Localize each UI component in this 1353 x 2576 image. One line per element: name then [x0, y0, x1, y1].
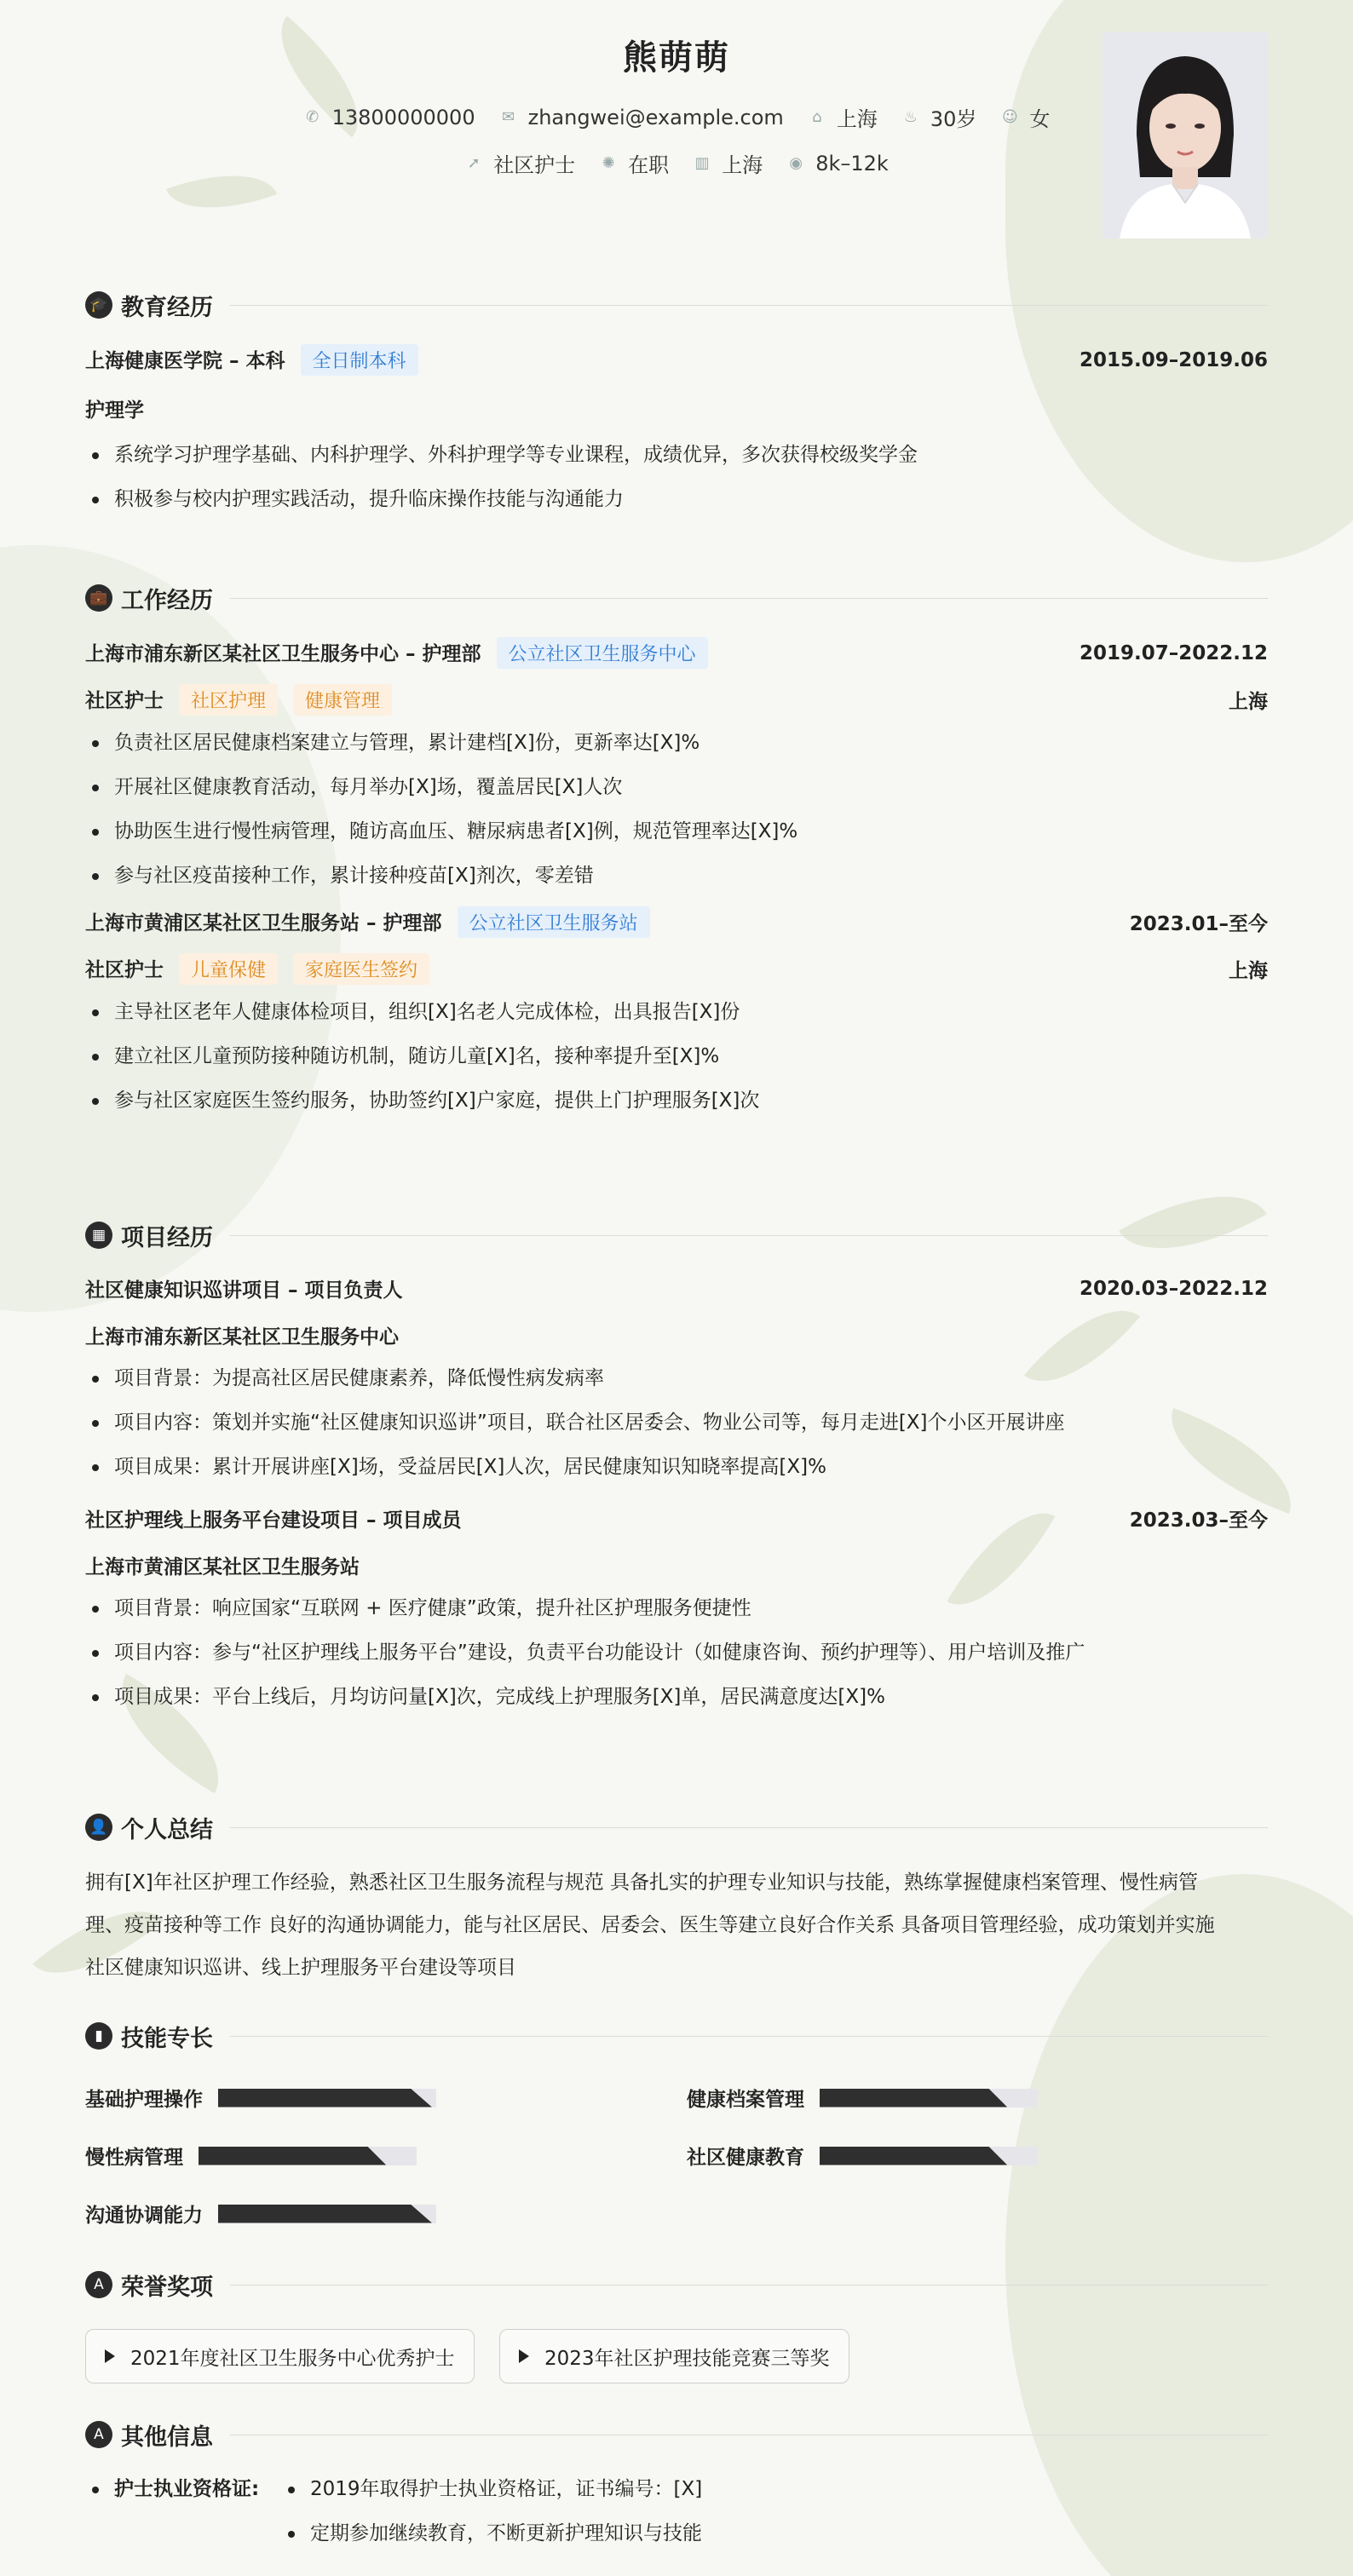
home-icon: ⌂	[812, 108, 822, 126]
job-org-tag: 公立社区卫生服务中心	[497, 637, 708, 669]
briefcase-icon: 💼	[85, 584, 112, 612]
phone-item	[303, 102, 475, 132]
list-item: 参与社区家庭医生签约服务，协助签约[X]户家庭，提供上门护理服务[X]次	[85, 1078, 1268, 1123]
projects-header	[85, 1218, 1268, 1252]
building-icon: ▥	[694, 154, 710, 172]
graduation-cap-icon: 🎓	[85, 291, 112, 319]
summary-header	[85, 1810, 1268, 1844]
list-item: 主导社区老年人健康体检项目，组织[X]名老人完成体检，出具报告[X]份	[85, 990, 1268, 1034]
job-bullets	[85, 721, 1268, 898]
email-item	[499, 102, 784, 132]
project-entry	[85, 1504, 1268, 1719]
skill-name: 社区健康教育	[687, 2147, 804, 2169]
project-name: 社区护理线上服务平台建设项目 – 项目成员	[85, 1509, 462, 1532]
list-item: 协助医生进行慢性病管理，随访高血压、糖尿病患者[X]例，规范管理率达[X]%	[85, 809, 1268, 854]
coin-icon: ◉	[789, 154, 803, 172]
section-divider	[230, 1235, 1268, 1236]
other-title: 其他信息	[121, 2424, 213, 2451]
list-item: 项目内容：参与“社区护理线上服务平台”建设，负责平台功能设计（如健康咨询、预约护理等）、用户培训及推广	[85, 1630, 1268, 1675]
list-item: 项目成果：累计开展讲座[X]场，受益居民[X]人次，居民健康知识知晓率提高[X]%	[85, 1445, 1268, 1489]
skill-bar-fill	[199, 2147, 386, 2165]
job-org: 上海市黄浦区某社区卫生服务站 – 护理部	[85, 912, 442, 934]
job-org: 上海市浦东新区某社区卫生服务中心 – 护理部	[85, 643, 481, 665]
awards-title: 荣誉奖项	[121, 2274, 213, 2301]
education-bullets	[85, 433, 1268, 521]
skills-header	[85, 2019, 1268, 2053]
list-item: 定期参加继续教育，不断更新护理知识与技能	[281, 2511, 702, 2556]
status-icon: ✺	[602, 154, 615, 172]
list-item: 积极参与校内护理实践活动，提升临床操作技能与沟通能力	[85, 477, 1268, 521]
job-text: 社区护士	[493, 153, 576, 177]
candidate-name: 熊萌萌	[623, 38, 730, 78]
skill-item	[85, 2084, 436, 2112]
other-content	[85, 2467, 1268, 2556]
projects-section	[85, 1218, 1268, 1719]
skills-title: 技能专长	[121, 2025, 213, 2052]
skill-bar-fill	[820, 2147, 1007, 2165]
job-bullets	[85, 990, 1268, 1123]
salary-text: 8k–12k	[815, 151, 889, 175]
skill-bar	[820, 2147, 1038, 2165]
list-item: 项目背景：响应国家“互联网 + 医疗健康”政策，提升社区护理服务便捷性	[85, 1586, 1268, 1630]
education-title: 教育经历	[121, 294, 213, 321]
job-date: 2023.01–至今	[1129, 913, 1268, 935]
status-text: 在职	[628, 153, 670, 177]
school-name: 上海健康医学院 – 本科	[85, 350, 285, 372]
job-role: 社区护士	[85, 959, 164, 981]
section-divider	[230, 2036, 1268, 2037]
project-date: 2023.03–至今	[1129, 1509, 1268, 1532]
job-city: 上海	[1229, 691, 1268, 713]
skill-name: 基础护理操作	[85, 2089, 203, 2111]
education-tag: 全日制本科	[301, 344, 418, 376]
list-item: 项目成果：平台上线后，月均访问量[X]次，完成线上护理服务[X]单，居民满意度达[X]%	[85, 1675, 1268, 1719]
awards-section	[85, 2268, 1268, 2395]
age-item	[901, 102, 977, 132]
major-row	[85, 394, 1268, 423]
job-entry	[85, 906, 1268, 1123]
grid-icon: ▦	[85, 1222, 112, 1249]
user-icon: 👤	[85, 1814, 112, 1841]
skill-name: 慢性病管理	[85, 2147, 183, 2169]
gender-item	[1000, 102, 1050, 132]
list-item: 开展社区健康教育活动，每月举办[X]场，覆盖居民[X]人次	[85, 765, 1268, 809]
skill-item	[85, 2199, 436, 2228]
section-divider	[230, 598, 1268, 599]
list-item: 2019年取得护士执业资格证，证书编号：[X]	[281, 2467, 702, 2511]
target-city-item	[693, 148, 763, 178]
skill-bar-fill	[218, 2205, 432, 2223]
other-section	[85, 2418, 1268, 2556]
profile-photo	[1103, 32, 1268, 239]
education-date: 2015.09–2019.06	[1079, 348, 1268, 371]
summary-title: 个人总结	[121, 1816, 213, 1843]
skill-bar	[218, 2089, 436, 2107]
age-text: 30岁	[930, 107, 977, 131]
play-icon	[519, 2349, 529, 2363]
email-text: zhangwei@example.com	[527, 105, 784, 129]
award-text: 2021年度社区卫生服务中心优秀护士	[130, 2347, 455, 2370]
project-bullets	[85, 1586, 1268, 1719]
salary-item	[786, 148, 889, 178]
education-section	[85, 288, 1268, 521]
work-section	[85, 581, 1268, 1123]
skill-item	[85, 2142, 417, 2170]
phone-text: 13800000000	[331, 105, 475, 129]
gender-text: 女	[1029, 107, 1051, 131]
work-header	[85, 581, 1268, 615]
work-title: 工作经历	[121, 587, 213, 614]
summary-text	[85, 1861, 1268, 1989]
project-bullets	[85, 1356, 1268, 1489]
summary-line: 理、疫苗接种等工作 良好的沟通协调能力，能与社区居民、居委会、医生等建立良好合作关系 具备项目管理经验，成功策划并实施	[85, 1914, 1215, 1936]
major-text: 护理学	[85, 400, 144, 422]
section-divider	[230, 1827, 1268, 1828]
list-item: 项目内容：策划并实施“社区健康知识巡讲”项目，联合社区居委会、物业公司等，每月走进[X]个小区开展讲座	[85, 1400, 1268, 1445]
section-divider	[230, 305, 1268, 306]
project-date: 2020.03–2022.12	[1079, 1277, 1268, 1300]
job-entry	[85, 637, 1268, 898]
job-org-tag: 公立社区卫生服务站	[458, 906, 650, 938]
summary-section	[85, 1810, 1268, 1989]
project-name: 社区健康知识巡讲项目 – 项目负责人	[85, 1279, 403, 1302]
chart-icon: ▮	[85, 2022, 112, 2050]
list-item: 负责社区居民健康档案建立与管理，累计建档[X]份，更新率达[X]%	[85, 721, 1268, 765]
job-skill-tag: 社区护理	[179, 684, 278, 716]
skill-name: 健康档案管理	[687, 2089, 804, 2111]
project-entry	[85, 1274, 1268, 1489]
target-city-text: 上海	[722, 153, 763, 177]
job-skill-tag: 儿童保健	[179, 953, 278, 985]
education-header	[85, 288, 1268, 322]
skill-bar	[820, 2089, 1038, 2107]
avatar-illustration	[1103, 32, 1268, 239]
award-text: 2023年社区护理技能竞赛三等奖	[544, 2347, 830, 2370]
skill-bar-fill	[218, 2089, 432, 2107]
skill-bar-fill	[820, 2089, 1007, 2107]
summary-line: 社区健康知识巡讲、线上护理服务平台建设等项目	[85, 1957, 516, 1979]
skills-section	[85, 2019, 1268, 2240]
city-item	[808, 102, 878, 132]
status-item	[599, 148, 669, 178]
city-text: 上海	[836, 107, 878, 131]
list-item: 建立社区儿童预防接种随访机制，随访儿童[X]名，接种率提升至[X]%	[85, 1034, 1268, 1078]
job-skill-tag: 健康管理	[293, 684, 392, 716]
award-chip	[499, 2329, 849, 2383]
skill-item	[687, 2084, 1038, 2112]
other-header	[85, 2418, 1268, 2452]
job-role: 社区护士	[85, 690, 164, 712]
awards-header	[85, 2268, 1268, 2302]
projects-title: 项目经历	[121, 1224, 213, 1251]
gender-icon: ☺	[1001, 108, 1018, 126]
job-item	[464, 148, 575, 178]
other-label: 护士执业资格证:	[85, 2467, 281, 2511]
email-icon: ✉	[502, 108, 515, 126]
education-row	[85, 344, 1268, 376]
job-date: 2019.07–2022.12	[1079, 641, 1268, 664]
job-skill-tag: 家庭医生签约	[293, 953, 429, 985]
skill-bar	[218, 2205, 436, 2223]
section-divider	[230, 2285, 1268, 2286]
cake-icon: ♨	[903, 108, 918, 126]
skill-bar	[199, 2147, 417, 2165]
list-item: 系统学习护理学基础、内科护理学、外科护理学等专业课程，成绩优异，多次获得校级奖学金	[85, 433, 1268, 477]
job-city: 上海	[1229, 960, 1268, 982]
project-org: 上海市黄浦区某社区卫生服务站	[85, 1556, 360, 1578]
list-item: 参与社区疫苗接种工作，累计接种疫苗[X]剂次，零差错	[85, 854, 1268, 898]
send-icon: ➚	[467, 154, 481, 172]
other-bullets	[281, 2467, 702, 2556]
skill-item	[687, 2142, 1038, 2170]
award-chip	[85, 2329, 475, 2383]
phone-icon: ✆	[306, 108, 320, 126]
list-item: 项目背景：为提高社区居民健康素养，降低慢性病发病率	[85, 1356, 1268, 1400]
summary-line: 拥有[X]年社区护理工作经验，熟悉社区卫生服务流程与规范 具备扎实的护理专业知识与技能，熟练掌握健康档案管理、慢性病管	[85, 1872, 1199, 1894]
play-icon	[105, 2349, 115, 2363]
info-icon: A	[85, 2421, 112, 2448]
project-org: 上海市浦东新区某社区卫生服务中心	[85, 1326, 399, 1348]
skill-name: 沟通协调能力	[85, 2205, 203, 2227]
award-icon: A	[85, 2271, 112, 2298]
